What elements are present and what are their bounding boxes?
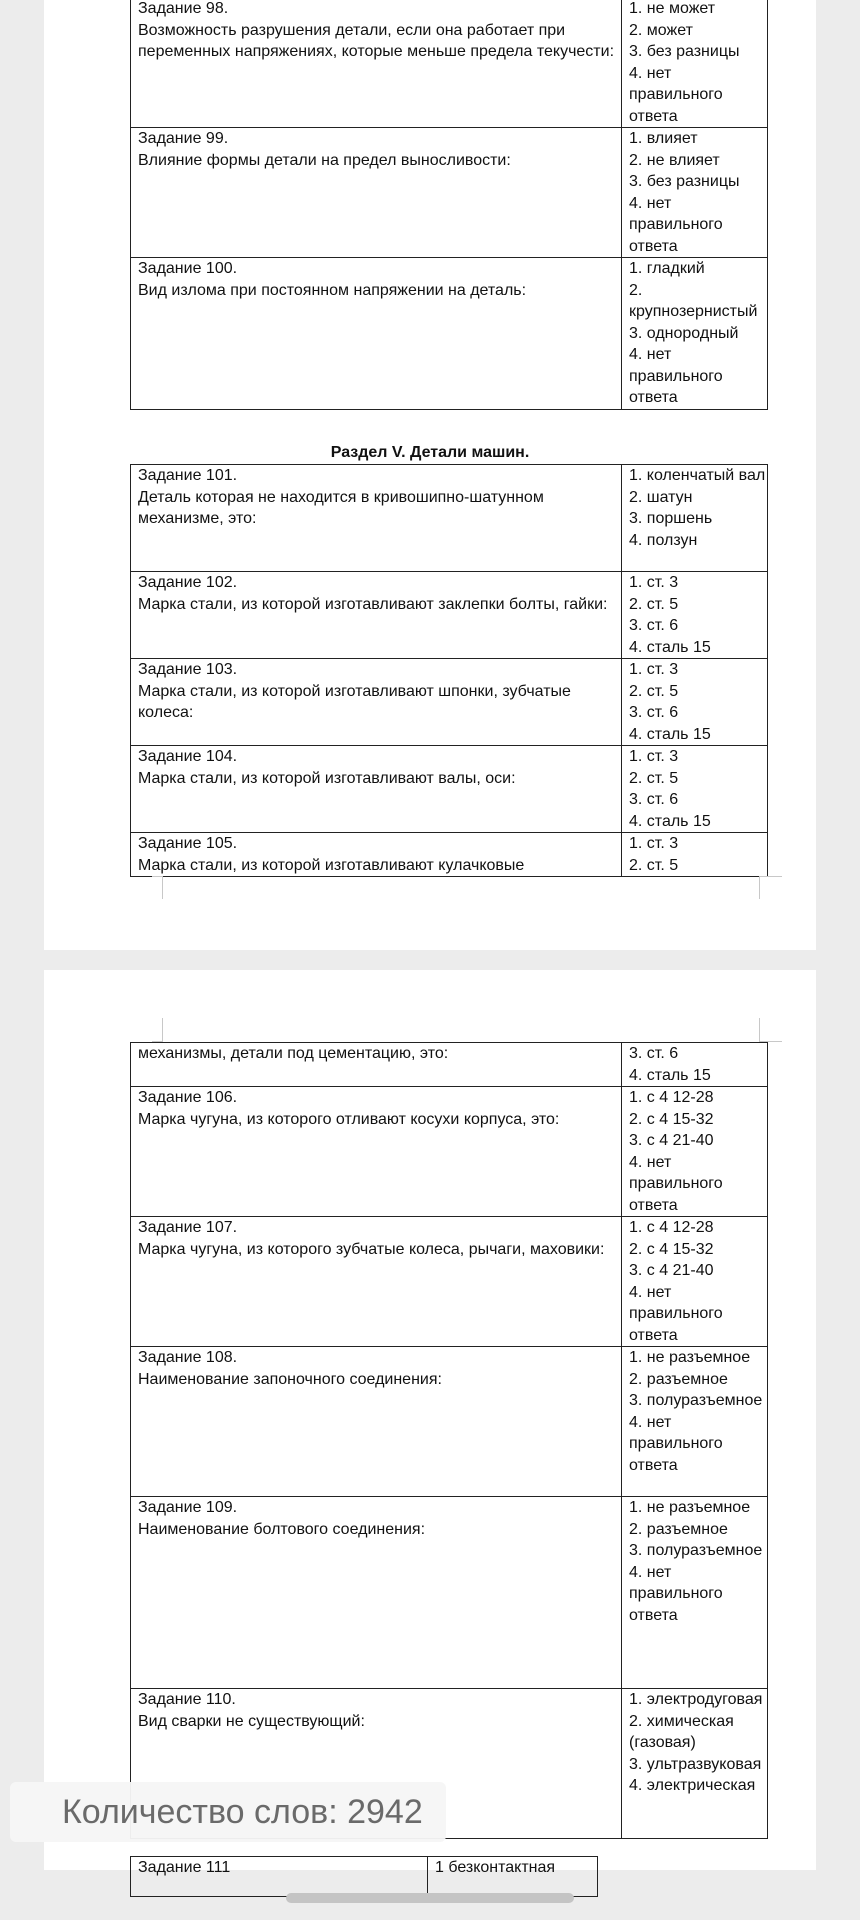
answer-option: 2. шатун	[629, 488, 693, 506]
question-row	[131, 746, 768, 833]
answer-option: 4. нет правильного ответа	[629, 346, 723, 406]
answer-option: 1. не может	[629, 0, 716, 17]
margin-mark	[759, 1018, 782, 1042]
question-text: Марка стали, из которой изготавливают заклепки болты, гайки:	[138, 595, 608, 613]
answer-option: 1. ст. 3	[629, 835, 679, 852]
margin-mark	[152, 1018, 163, 1042]
answer-options-cell	[622, 0, 768, 128]
answer-options-cell	[622, 1347, 768, 1497]
answer-option: 3. ст. 6	[629, 617, 679, 634]
questions-table-d	[130, 1856, 598, 1897]
answer-option: 2. с 4 15-32	[629, 1110, 714, 1128]
question-cell	[131, 746, 622, 833]
answer-options-cell	[622, 833, 768, 877]
question-title: Задание 103.	[138, 661, 238, 678]
answer-option: 1. ст. 3	[629, 661, 679, 678]
answer-option: 4. сталь 15	[629, 1066, 711, 1084]
question-title: Задание 106.	[138, 1089, 238, 1106]
answer-option: 1. не разъемное	[629, 1349, 751, 1366]
question-title: Задание 108.	[138, 1349, 238, 1366]
question-cell	[131, 833, 622, 877]
answer-option: 2. не влияет	[629, 151, 720, 169]
question-row	[131, 1497, 768, 1689]
question-cell	[131, 1217, 622, 1347]
answer-option: 4. сталь 15	[629, 812, 711, 830]
answer-option: 3. ст. 6	[629, 1045, 679, 1062]
answer-option: 2. химическая (газовая)	[629, 1712, 734, 1751]
question-text: Вид излома при постоянном напряжении на деталь:	[138, 281, 527, 299]
question-row	[131, 128, 768, 258]
question-cell	[131, 1857, 428, 1897]
question-cell	[131, 0, 622, 128]
answer-options-cell	[428, 1857, 598, 1897]
document-page-1	[44, 0, 816, 950]
answer-option: 3. полуразъемное	[629, 1392, 763, 1409]
question-cell	[131, 1087, 622, 1217]
answer-option: 2. ст. 5	[629, 682, 679, 700]
question-title: Задание 99.	[138, 130, 229, 147]
answer-option: 1. ст. 3	[629, 748, 679, 765]
question-text: Наименование запоночного соединения:	[138, 1370, 442, 1388]
question-row	[131, 1857, 598, 1897]
question-text: Марка чугуна, из которого отливают косухи корпуса, это:	[138, 1110, 560, 1128]
answer-options-cell	[622, 1043, 768, 1087]
question-row	[131, 1087, 768, 1217]
answer-options-cell	[622, 1497, 768, 1689]
answer-option: 4. нет правильного ответа	[629, 1283, 723, 1344]
answer-option: 1. коленчатый вал	[629, 467, 766, 484]
answer-option: 4. нет правильного ответа	[629, 64, 723, 125]
question-row	[131, 1217, 768, 1347]
answer-option: 3. поршень	[629, 510, 713, 527]
question-text: Наименование болтового соединения:	[138, 1520, 426, 1538]
answer-options-cell	[622, 258, 768, 410]
answer-options-cell	[622, 1689, 768, 1839]
answer-option: 4. электрическая	[629, 1777, 756, 1794]
answer-option: 3. однородный	[629, 324, 739, 342]
question-row	[131, 0, 768, 128]
question-cell	[131, 1497, 622, 1689]
question-text: Марка чугуна, из которого зубчатые колеса, рычаги, маховики:	[138, 1240, 605, 1258]
answer-option: 3. полуразъемное	[629, 1542, 763, 1559]
answer-option: 4. нет правильного ответа	[629, 194, 723, 255]
horizontal-scrollbar[interactable]	[286, 1893, 574, 1903]
question-title: Задание 105.	[138, 835, 238, 852]
question-title: Задание 101.	[138, 467, 238, 484]
question-title: Задание 100.	[138, 260, 238, 277]
question-text: Марка стали, из которой изготавливают шпонки, зубчатые колеса:	[138, 682, 576, 721]
question-text: Марка стали, из которой изготавливают кулачковые	[138, 856, 525, 874]
answer-options-cell	[622, 746, 768, 833]
questions-table-a	[130, 0, 768, 410]
question-title: Задание 104.	[138, 748, 238, 765]
answer-options-cell	[622, 572, 768, 659]
answer-option: 3. без разницы	[629, 173, 740, 190]
question-title: Задание 109.	[138, 1499, 238, 1516]
question-title: Задание 98.	[138, 0, 229, 17]
answer-option: 2. разъемное	[629, 1520, 728, 1538]
question-text: Вид сварки не существующий:	[138, 1712, 365, 1730]
answer-option: 1. гладкий	[629, 260, 705, 277]
question-text: механизмы, детали под цементацию, это:	[138, 1045, 449, 1062]
question-row	[131, 659, 768, 746]
questions-table-b	[130, 464, 768, 877]
answer-option: 2. ст. 5	[629, 769, 679, 787]
question-title: Задание 111	[138, 1859, 231, 1876]
question-row	[131, 833, 768, 877]
answer-option: 4. нет правильного ответа	[629, 1153, 723, 1214]
answer-option: 4. сталь 15	[629, 638, 711, 656]
answer-option: 1. не разъемное	[629, 1499, 751, 1516]
word-count-badge: Количество слов: 2942	[10, 1782, 446, 1842]
answer-option: 1. с 4 12-28	[629, 1219, 714, 1236]
answer-option: 2. разъемное	[629, 1370, 728, 1388]
answer-option: 2. крупнозернистый	[629, 281, 758, 320]
question-text: Влияние формы детали на предел выносливости:	[138, 151, 511, 169]
question-cell	[131, 128, 622, 258]
answer-option: 1 безконтактная	[435, 1859, 556, 1876]
question-text: Деталь которая не находится в кривошипно-шатунном механизме, это:	[138, 488, 549, 527]
question-row	[131, 258, 768, 410]
answer-option: 3. с 4 21-40	[629, 1262, 714, 1279]
answer-option: 2. может	[629, 21, 693, 39]
question-cell	[131, 258, 622, 410]
question-text: Возможность разрушения детали, если она работает при переменных напряжениях, которые меньше предела текучести:	[138, 21, 615, 60]
question-row	[131, 1347, 768, 1497]
question-title: Задание 102.	[138, 574, 238, 591]
answer-option: 2. с 4 15-32	[629, 1240, 714, 1258]
answer-option: 4. нет правильного ответа	[629, 1413, 723, 1474]
question-row	[131, 572, 768, 659]
question-cell	[131, 659, 622, 746]
answer-options-cell	[622, 1217, 768, 1347]
answer-option: 1. ст. 3	[629, 574, 679, 591]
answer-option: 3. без разницы	[629, 43, 740, 60]
question-row	[131, 1043, 768, 1087]
answer-option: 4. нет правильного ответа	[629, 1563, 723, 1624]
answer-option: 4. ползун	[629, 531, 698, 549]
answer-option: 3. ст. 6	[629, 704, 679, 721]
answer-option: 2. ст. 5	[629, 595, 679, 613]
questions-table-c	[130, 1042, 768, 1839]
question-row	[131, 465, 768, 572]
answer-option: 1. электродуговая	[629, 1691, 763, 1708]
answer-option: 2. ст. 5	[629, 856, 679, 874]
margin-mark	[759, 876, 782, 899]
question-title: Задание 110.	[138, 1691, 236, 1708]
answer-options-cell	[622, 465, 768, 572]
answer-options-cell	[622, 128, 768, 258]
question-title: Задание 107.	[138, 1219, 238, 1236]
answer-option: 1. с 4 12-28	[629, 1089, 714, 1106]
answer-options-cell	[622, 1087, 768, 1217]
answer-option: 3. ультразвуковая	[629, 1755, 762, 1773]
question-cell	[131, 1347, 622, 1497]
question-cell	[131, 572, 622, 659]
answer-option: 3. с 4 21-40	[629, 1132, 714, 1149]
question-cell	[131, 1043, 622, 1087]
margin-mark	[152, 876, 163, 899]
document-page-2	[44, 970, 816, 1876]
answer-option: 1. влияет	[629, 130, 698, 147]
question-cell	[131, 465, 622, 572]
section-title: Раздел V. Детали машин.	[330, 444, 530, 461]
answer-option: 4. сталь 15	[629, 725, 711, 743]
answer-option: 3. ст. 6	[629, 791, 679, 808]
answer-options-cell	[622, 659, 768, 746]
question-text: Марка стали, из которой изготавливают валы, оси:	[138, 769, 516, 787]
